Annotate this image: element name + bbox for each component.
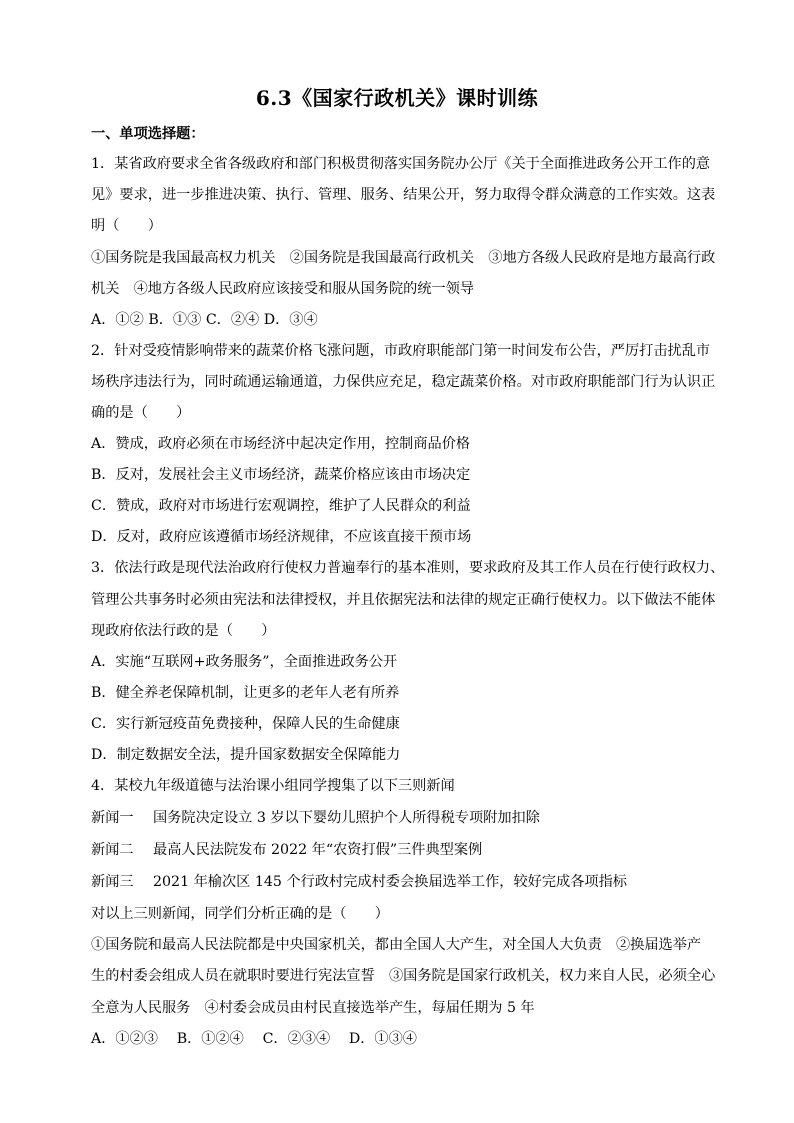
- q3-option-c: C．实行新冠疫苗免费接种，保障人民的生命健康: [91, 716, 400, 732]
- q4-statements-line-1: ①国务院和最高人民法院都是中央国家机关，都由全国人大产生，对全国人大负责 ②换届选举产: [91, 937, 702, 953]
- q2-stem-line-2: 场秩序违法行为，同时疏通运输通道，力保供应充足，稳定蔬菜价格。对市政府职能部门行为认识正: [91, 374, 716, 390]
- q2-option-b: B．反对，发展社会主义市场经济，蔬菜价格应该由市场决定: [91, 467, 471, 483]
- q3-stem-line-1: 3．依法行政是现代法治政府行使权力普遍奉行的基本准则，要求政府及其工作人员在行使行政权力、: [91, 560, 725, 576]
- q3-stem-line-2: 管理公共事务时必须由宪法和法律授权，并且依据宪法和法律的规定正确行使权力。以下做法不能体: [91, 592, 716, 608]
- q4-options: A．①②③ B．①②④ C．②③④ D．①③④: [91, 1031, 417, 1047]
- news-label: 新闻三: [91, 874, 134, 890]
- q3-option-a: A．实施“互联网+政务服务”，全面推进政务公开: [91, 654, 398, 670]
- q4-statements-line-2: 生的村委会组成人员在就职时要进行宪法宣誓 ③国务院是国家行政机关，权力来自人民，必须全心: [91, 968, 716, 984]
- q1-stem-line-1: 1．某省政府要求全省各级政府和部门积极贯彻落实国务院办公厅《关于全面推进政务公开工作的意: [91, 156, 711, 172]
- page-title: 6.3《国家行政机关》课时训练: [255, 86, 539, 110]
- q4-news-3: [91, 872, 627, 892]
- q1-statements-line-1: ①国务院是我国最高权力机关 ②国务院是我国最高行政机关 ③地方各级人民政府是地方最高行政: [91, 250, 716, 266]
- q2-stem-line-1: 2．针对受疫情影响带来的蔬菜价格飞涨问题，市政府职能部门第一时间发布公告，严厉打击扰乱市: [91, 343, 711, 359]
- q2-option-d: D．反对，政府应该遵循市场经济规律，不应该直接干预市场: [91, 529, 472, 545]
- news-text: 国务院决定设立 3 岁以下婴幼儿照护个人所得税专项附加扣除: [153, 810, 540, 826]
- q3-option-b: B．健全养老保障机制，让更多的老年人老有所养: [91, 685, 400, 701]
- q4-news-1: [91, 808, 540, 828]
- q1-statements-line-2: 机关 ④地方各级人民政府应该接受和服从国务院的统一领导: [91, 281, 475, 297]
- q2-stem-line-3: 确的是（ ）: [91, 405, 191, 421]
- q1-options: A．①② B．①③ C．②④ D．③④: [91, 312, 318, 328]
- q4-question: 对以上三则新闻，同学们分析正确的是（ ）: [91, 906, 389, 922]
- section-heading: 一、单项选择题：: [91, 126, 205, 142]
- news-label: 新闻二: [91, 842, 134, 858]
- q3-stem-line-3: 现政府依法行政的是（ ）: [91, 623, 276, 639]
- q1-stem-line-3: 明（ ）: [91, 218, 162, 234]
- q1-stem-line-2: 见》要求，进一步推进决策、执行、管理、服务、结果公开，努力取得令群众满意的工作实效。这表: [91, 187, 716, 203]
- news-label: 新闻一: [91, 810, 134, 826]
- news-text: 最高人民法院发布 2022 年“农资打假”三件典型案例: [153, 842, 483, 858]
- q4-news-2: [91, 840, 482, 860]
- q2-option-c: C．赞成，政府对市场进行宏观调控，维护了人民群众的利益: [91, 498, 471, 514]
- q3-option-d: D．制定数据安全法，提升国家数据安全保障能力: [91, 747, 401, 763]
- q4-statements-line-3: 全意为人民服务 ④村委会成员由村民直接选举产生，每届任期为 5 年: [91, 1000, 535, 1016]
- news-text: 2021 年榆次区 145 个行政村完成村委会换届选举工作，较好完成各项指标: [153, 874, 627, 890]
- q2-option-a: A．赞成，政府必须在市场经济中起决定作用，控制商品价格: [91, 436, 471, 452]
- q4-stem: 4．某校九年级道德与法治课小组同学搜集了以下三则新闻: [91, 778, 455, 794]
